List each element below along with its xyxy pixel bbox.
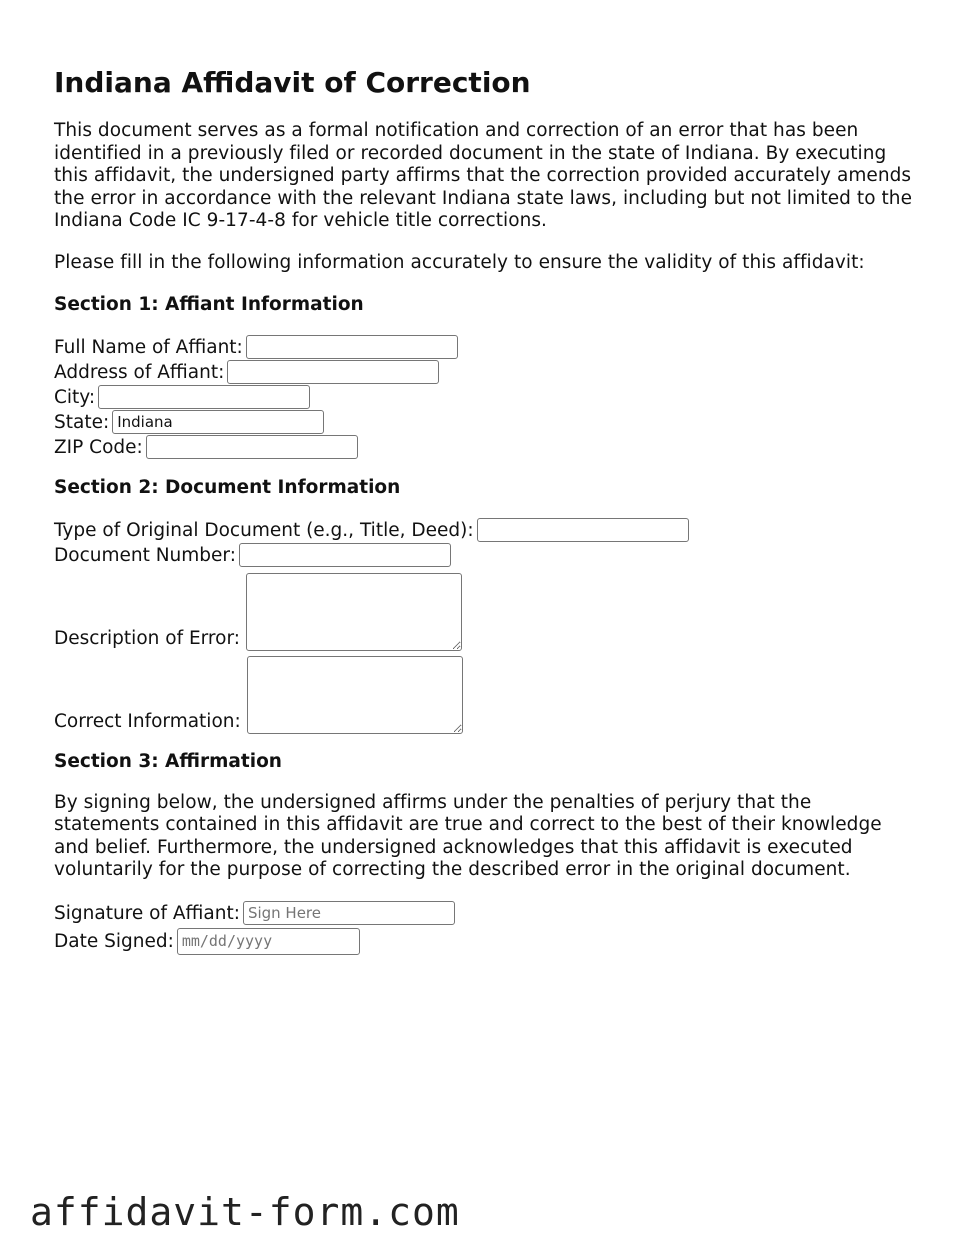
- date-row: [54, 928, 914, 956]
- signature-fields: [54, 901, 914, 956]
- city-row: [54, 385, 914, 410]
- doc-type-label: Type of Original Document (e.g., Title, Deed):: [54, 519, 474, 541]
- affidavit-document: [54, 66, 914, 956]
- full-name-field[interactable]: [246, 335, 458, 359]
- zip-field[interactable]: [146, 435, 358, 459]
- signature-field[interactable]: [243, 901, 455, 925]
- doc-type-row: [54, 518, 914, 543]
- city-field[interactable]: [98, 385, 310, 409]
- affiant-info-fields: [54, 335, 914, 460]
- page-title: Indiana Affidavit of Correction: [54, 66, 531, 99]
- correct-info-field[interactable]: [247, 656, 463, 734]
- instruction-text: Please fill in the following information accurately to ensure the validity of this affidavit:: [54, 251, 865, 273]
- section1-heading: Section 1: Affiant Information: [54, 293, 364, 315]
- intro-paragraph: This document serves as a formal notification and correction of an error that has been identified in a previously filed or recorded document in the state of Indiana. By executing this affidavit, the undersigned party affirms that the correction provided accurately amends the error in accordance with the relevant Indiana state laws, including but not limited to the Indiana Code IC 9-17-4-8 for vehicle title corrections.: [54, 120, 913, 232]
- error-desc-row: [54, 568, 914, 651]
- address-field[interactable]: [227, 360, 439, 384]
- doc-number-field[interactable]: [239, 543, 451, 567]
- correct-info-label: Correct Information:: [54, 710, 241, 732]
- section2-heading: Section 2: Document Information: [54, 476, 401, 498]
- address-row: [54, 360, 914, 385]
- affirmation-paragraph: By signing below, the undersigned affirms under the penalties of perjury that the statements contained in this affidavit are true and correct to the best of their knowledge and belief. Furthermore, the undersigned acknowledges that this affidavit is executed voluntarily for the purpose of correcting the described error in the original document.: [54, 791, 882, 881]
- document-info-fields: [54, 518, 914, 734]
- signature-label: Signature of Affiant:: [54, 902, 240, 924]
- doc-number-label: Document Number:: [54, 544, 236, 566]
- full-name-label: Full Name of Affiant:: [54, 336, 243, 358]
- signature-row: [54, 901, 914, 926]
- correct-info-row: [54, 651, 914, 734]
- address-label: Address of Affiant:: [54, 361, 225, 383]
- doc-number-row: [54, 543, 914, 568]
- state-label: State:: [54, 411, 110, 433]
- error-desc-label: Description of Error:: [54, 627, 240, 649]
- state-row: [54, 410, 914, 435]
- full-name-row: [54, 335, 914, 360]
- city-label: City:: [54, 386, 96, 408]
- error-desc-field[interactable]: [246, 573, 462, 651]
- date-label: Date Signed:: [54, 930, 174, 952]
- doc-type-field[interactable]: [477, 518, 689, 542]
- watermark-text: affidavit-form.com: [30, 1190, 460, 1234]
- zip-row: [54, 435, 914, 460]
- section3-heading: Section 3: Affirmation: [54, 750, 282, 772]
- date-signed-field[interactable]: [177, 928, 360, 955]
- state-field[interactable]: [112, 410, 324, 434]
- zip-label: ZIP Code:: [54, 436, 143, 458]
